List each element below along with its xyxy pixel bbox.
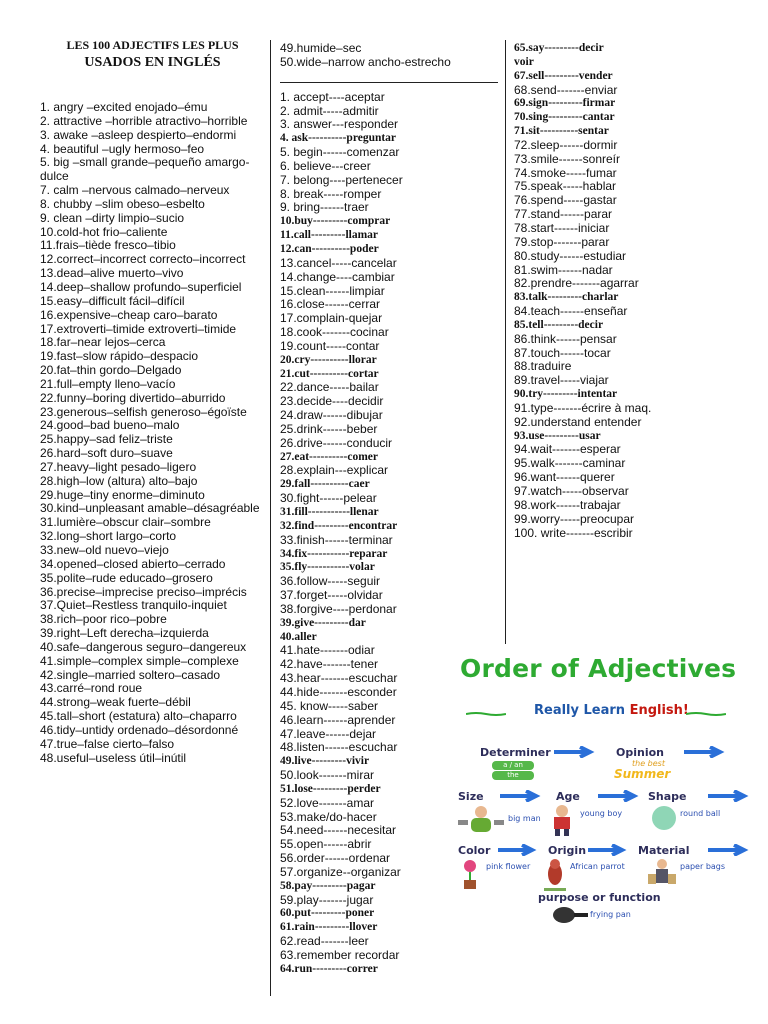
list-item: 81.swim------nadar — [514, 262, 613, 277]
list-item: 85.tell---------decir — [514, 318, 604, 331]
young-boy-icon — [544, 804, 580, 836]
size-example: big man — [508, 814, 541, 823]
list-item: 40.aller — [280, 630, 317, 643]
material-example: paper bags — [680, 862, 726, 871]
list-item: 50.wide–narrow ancho-estrecho — [280, 54, 451, 69]
list-item: 56.order------ordenar — [280, 851, 391, 866]
list-item: 32.find---------encontrar — [280, 519, 398, 532]
opinion-example-2: Summer — [614, 767, 671, 781]
list-item: 13.dead–alive muerto–vivo — [40, 266, 184, 281]
big-man-icon — [458, 804, 504, 834]
list-item: 48.listen------escuchar — [280, 740, 398, 755]
list-item: 7. belong----pertenecer — [280, 172, 403, 187]
list-item: 29.huge–tiny enorme–diminuto — [40, 487, 205, 502]
label-size: Size — [458, 790, 484, 803]
list-item: 82.prendre-------agarrar — [514, 276, 639, 291]
list-item: 19.fast–slow rápido–despacio — [40, 349, 199, 364]
list-item: 15.clean------limpiar — [280, 283, 385, 298]
list-item: 3. answer---responder — [280, 117, 399, 132]
list-item: 44.strong–weak fuerte–débil — [40, 695, 191, 710]
list-item: 19.count-----contar — [280, 338, 380, 353]
list-item: 44.hide-------esconder — [280, 684, 397, 699]
paper-bags-icon — [648, 858, 676, 890]
list-item: 23.generous–selfish generoso–égoïste — [40, 404, 247, 419]
list-item: 28.high–low (altura) alto–bajo — [40, 473, 198, 488]
list-item: 29.fall----------caer — [280, 478, 370, 491]
determiner-example-1: a / an — [492, 761, 534, 770]
list-item: 36.follow-----seguir — [280, 574, 381, 589]
column-divider-2 — [505, 40, 506, 644]
list-item: 80.study------estudiar — [514, 248, 627, 263]
list-item: 32.long–short largo–corto — [40, 529, 177, 544]
list-item: 1. angry –excited enojado–ému — [40, 100, 208, 114]
pink-flower-icon — [458, 858, 482, 890]
list-item: 8. break-----romper — [280, 186, 382, 201]
list-item: 50.look-------mirar — [280, 768, 374, 783]
list-item: 12.correct–incorrect correcto–incorrect — [40, 252, 246, 267]
subtitle-b: English! — [629, 703, 689, 718]
list-item: 89.travel-----viajar — [514, 373, 609, 388]
list-item: 37.forget-----olvidar — [280, 588, 383, 603]
african-parrot-icon — [542, 858, 568, 892]
label-age: Age — [556, 790, 580, 803]
list-item: 14.change----cambiar — [280, 269, 395, 284]
list-item: 41.hate-------odiar — [280, 643, 375, 658]
list-item: 47.leave------dejar — [280, 726, 377, 741]
label-shape: Shape — [648, 790, 687, 803]
list-item: 68.send-------enviar — [514, 82, 618, 97]
list-item: 9. bring------traer — [280, 200, 369, 215]
list-item: 75.speak-----hablar — [514, 179, 617, 194]
list-item: 76.spend-----gastar — [514, 193, 617, 208]
list-item: 100. write-------escribir — [514, 525, 633, 540]
list-item: 24.draw------dibujar — [280, 408, 383, 423]
verbs-list-2 — [514, 42, 754, 540]
subtitle-a: Really Learn — [534, 703, 630, 718]
list-item: 11.frais–tiède fresco–tibio — [40, 238, 176, 253]
list-item: 83.talk---------charlar — [514, 291, 619, 304]
list-item: 18.cook-------cocinar — [280, 325, 389, 340]
list-item: 42.single–married soltero–casado — [40, 667, 221, 682]
list-item: 24.good–bad bueno–malo — [40, 418, 180, 433]
list-item: 57.organize--organizar — [280, 864, 401, 879]
list-item: 10.cold-hot frio–caliente — [40, 224, 168, 239]
list-item: 98.work------trabajar — [514, 497, 621, 512]
list-item: 42.have-------tener — [280, 657, 379, 672]
list-item: 25.drink------beber — [280, 421, 378, 436]
list-item: 95.walk-------caminar — [514, 456, 626, 471]
list-item: 35.fly-----------volar — [280, 561, 375, 574]
list-item: 17.complain-quejar — [280, 311, 383, 326]
label-determiner: Determiner — [480, 746, 551, 759]
list-item: 11.call---------llamar — [280, 229, 379, 242]
label-color: Color — [458, 844, 491, 857]
list-item: 87.touch------tocar — [514, 345, 611, 360]
list-item: 5. begin------comenzar — [280, 145, 400, 160]
list-item: 46.tidy–untidy ordenado–désordonné — [40, 722, 239, 737]
list-item: 64.run---------correr — [280, 962, 378, 975]
page-title — [40, 38, 265, 72]
determiner-example-2: the — [492, 771, 534, 780]
list-item: 52.love-------amar — [280, 795, 375, 810]
list-item: 20.fat–thin gordo–Delgado — [40, 363, 182, 378]
list-item: 88.traduire — [514, 359, 572, 374]
title-line-2: USADOS EN INGLÉS — [84, 55, 221, 70]
arrow-right-icon — [684, 746, 726, 758]
list-item: 16.expensive–cheap caro–barato — [40, 307, 218, 322]
list-item: 5. big –small grande–pequeño amargo-dulce — [40, 155, 250, 184]
list-item: 14.deep–shallow profundo–superficiel — [40, 279, 242, 294]
list-item: 38.forgive----perdonar — [280, 601, 397, 616]
list-item: 49.live---------vivir — [280, 755, 370, 768]
list-item: 93.use---------usar — [514, 429, 601, 442]
arrow-right-icon — [588, 844, 628, 856]
list-item: 13.cancel-----cancelar — [280, 255, 397, 270]
list-item: 43.carré–rond roue — [40, 681, 143, 696]
arrow-right-icon — [500, 790, 542, 802]
list-item: 47.true–false cierto–falso — [40, 736, 175, 751]
label-purpose: purpose or function — [538, 891, 661, 904]
list-item: 12.can----------poder — [280, 242, 379, 255]
list-item: 34.fix-----------reparar — [280, 547, 388, 560]
list-item: 74.smoke-----fumar — [514, 165, 617, 180]
arrow-right-icon — [708, 790, 750, 802]
list-item: 94.wait-------esperar — [514, 442, 621, 457]
list-item: 30.fight------pelear — [280, 491, 377, 506]
list-item: 67.sell---------vender — [514, 69, 613, 82]
list-item: 45.tall–short (estatura) alto–chaparro — [40, 709, 237, 724]
list-item: 4. beautiful –ugly hermoso–feo — [40, 141, 205, 156]
list-item: 79.stop-------parar — [514, 234, 610, 249]
wave-right-icon — [686, 712, 726, 716]
list-item: 27.eat----------comer — [280, 450, 378, 463]
list-item: 31.lumière–obscur clair–sombre — [40, 515, 211, 530]
infographic-subtitle — [534, 703, 689, 718]
list-item: 17.extroverti–timide extroverti–timide — [40, 321, 237, 336]
list-item: 60.put---------poner — [280, 907, 375, 920]
list-item: 21.cut----------cortar — [280, 367, 379, 380]
section-divider — [280, 82, 498, 83]
list-item: 6. believe---creer — [280, 158, 371, 173]
purpose-example: frying pan — [590, 910, 631, 919]
list-item: 71.sit----------sentar — [514, 125, 609, 138]
list-item: 22.dance-----bailar — [280, 380, 379, 395]
list-item: 77.stand------parar — [514, 207, 613, 222]
label-material: Material — [638, 844, 690, 857]
infographic-title: Order of Adjectives — [460, 654, 737, 683]
list-item: 35.polite–rude educado–grosero — [40, 570, 213, 585]
list-item: 97.watch-----observar — [514, 484, 629, 498]
list-item: 59.play-------jugar — [280, 892, 374, 907]
list-item: 86.think------pensar — [514, 331, 617, 346]
list-item: 26.drive------conducir — [280, 435, 393, 450]
list-item: 16.close------cerrar — [280, 297, 381, 312]
list-item: 91.type-------écrire à maq. — [514, 400, 652, 415]
adjectives-list — [40, 101, 265, 766]
list-item: 84.teach------enseñar — [514, 304, 628, 319]
arrow-right-icon — [498, 844, 538, 856]
list-item: 34.opened–closed abierto–cerrado — [40, 556, 226, 571]
list-item: 45. know-----saber — [280, 698, 379, 713]
origin-example: African parrot — [570, 862, 625, 871]
color-example: pink flower — [486, 862, 531, 871]
list-item: 2. attractive –horrible atractivo–horrible — [40, 113, 248, 128]
arrow-right-icon — [598, 790, 640, 802]
list-item: 41.simple–complex simple–complexe — [40, 653, 239, 668]
round-ball-icon — [650, 804, 678, 832]
list-item: 62.read-------leer — [280, 934, 369, 949]
list-item: 25.happy–sad feliz–triste — [40, 432, 173, 447]
list-item: 49.humide–sec — [280, 41, 362, 55]
list-item: 70.sing---------cantar — [514, 111, 615, 124]
list-item: 10.buy---------comprar — [280, 215, 391, 228]
list-item: 53.make/do-hacer — [280, 809, 377, 824]
list-item: 40.safe–dangerous seguro–dangereux — [40, 639, 247, 654]
list-item: 54.need------necesitar — [280, 823, 397, 838]
list-item: 31.fill-----------llenar — [280, 506, 379, 518]
list-item: 63.remember recordar — [280, 948, 400, 962]
list-item: 7. calm –nervous calmado–nerveux — [40, 183, 230, 198]
list-item: 72.sleep------dormir — [514, 137, 618, 152]
list-item: 15.easy–difficult fácil–difícil — [40, 293, 185, 308]
arrow-right-icon — [708, 844, 750, 856]
list-item: 4. ask----------preguntar — [280, 132, 397, 145]
list-item: 51.lose---------perder — [280, 782, 381, 795]
list-item: 36.precise–imprecise preciso–imprécis — [40, 584, 247, 599]
list-item: 1. accept----aceptar — [280, 89, 385, 104]
verbs-column-2 — [514, 42, 754, 540]
list-item: 96.want------querer — [514, 470, 615, 485]
list-item: 18.far–near lejos–cerca — [40, 335, 166, 350]
list-item: 3. awake –asleep despierto–endormi — [40, 127, 237, 142]
list-item: 90.try---------intentar — [514, 388, 618, 401]
list-item: 22.funny–boring divertido–aburrido — [40, 390, 226, 405]
list-item: 9. clean –dirty limpio–sucio — [40, 210, 185, 225]
opinion-example-1: the best — [632, 759, 665, 768]
label-origin: Origin — [548, 844, 587, 857]
arrow-right-icon — [554, 746, 596, 758]
list-item: 39.give---------dar — [280, 616, 366, 629]
adjectives-continued-list — [280, 42, 502, 70]
list-item: 38.rich–poor rico–pobre — [40, 612, 167, 627]
label-opinion: Opinion — [616, 746, 664, 759]
frying-pan-icon — [552, 904, 588, 926]
list-item: 20.cry----------llorar — [280, 353, 377, 366]
list-item: 27.heavy–light pesado–ligero — [40, 459, 197, 474]
list-item: 69.sign---------firmar — [514, 97, 616, 110]
list-item: voir — [514, 55, 534, 68]
list-item: 73.smile------sonreír — [514, 151, 621, 166]
list-item: 48.useful–useless útil–inútil — [40, 750, 187, 765]
list-item: 78.start------iniciar — [514, 220, 610, 235]
list-item: 37.Quiet–Restless tranquilo-inquiet — [40, 598, 227, 613]
list-item: 30.kind–unpleasant amable–désagréable — [40, 501, 260, 516]
list-item: 28.explain---explicar — [280, 463, 389, 478]
order-of-adjectives-infographic — [452, 646, 752, 936]
title-line-1: LES 100 ADJECTIFS LES PLUS — [66, 38, 239, 52]
age-example: young boy — [580, 809, 623, 818]
list-item: 58.pay---------pagar — [280, 879, 376, 892]
list-item: 43.hear-------escuchar — [280, 671, 398, 686]
wave-left-icon — [466, 712, 506, 716]
shape-example: round ball — [680, 809, 721, 818]
list-item: 55.open------abrir — [280, 837, 372, 852]
list-item: 21.full–empty lleno–vacío — [40, 376, 176, 391]
list-item: 65.say---------decir — [514, 42, 604, 54]
list-item: 39.right–Left derecha–izquierda — [40, 626, 209, 641]
list-item: 46.learn------aprender — [280, 712, 396, 727]
list-item: 33.new–old nuevo–viejo — [40, 543, 169, 557]
list-item: 8. chubby –slim obeso–esbelto — [40, 196, 205, 211]
list-item: 92.understand entender — [514, 414, 642, 429]
list-item: 61.rain---------llover — [280, 921, 378, 934]
adjectives-column — [40, 38, 265, 766]
list-item: 2. admit-----admitir — [280, 103, 379, 118]
list-item: 23.decide----decidir — [280, 394, 384, 409]
list-item: 26.hard–soft duro–suave — [40, 446, 173, 461]
column-divider-1 — [270, 40, 271, 996]
list-item: 99.worry-----preocupar — [514, 511, 635, 526]
list-item: 33.finish------terminar — [280, 532, 393, 547]
